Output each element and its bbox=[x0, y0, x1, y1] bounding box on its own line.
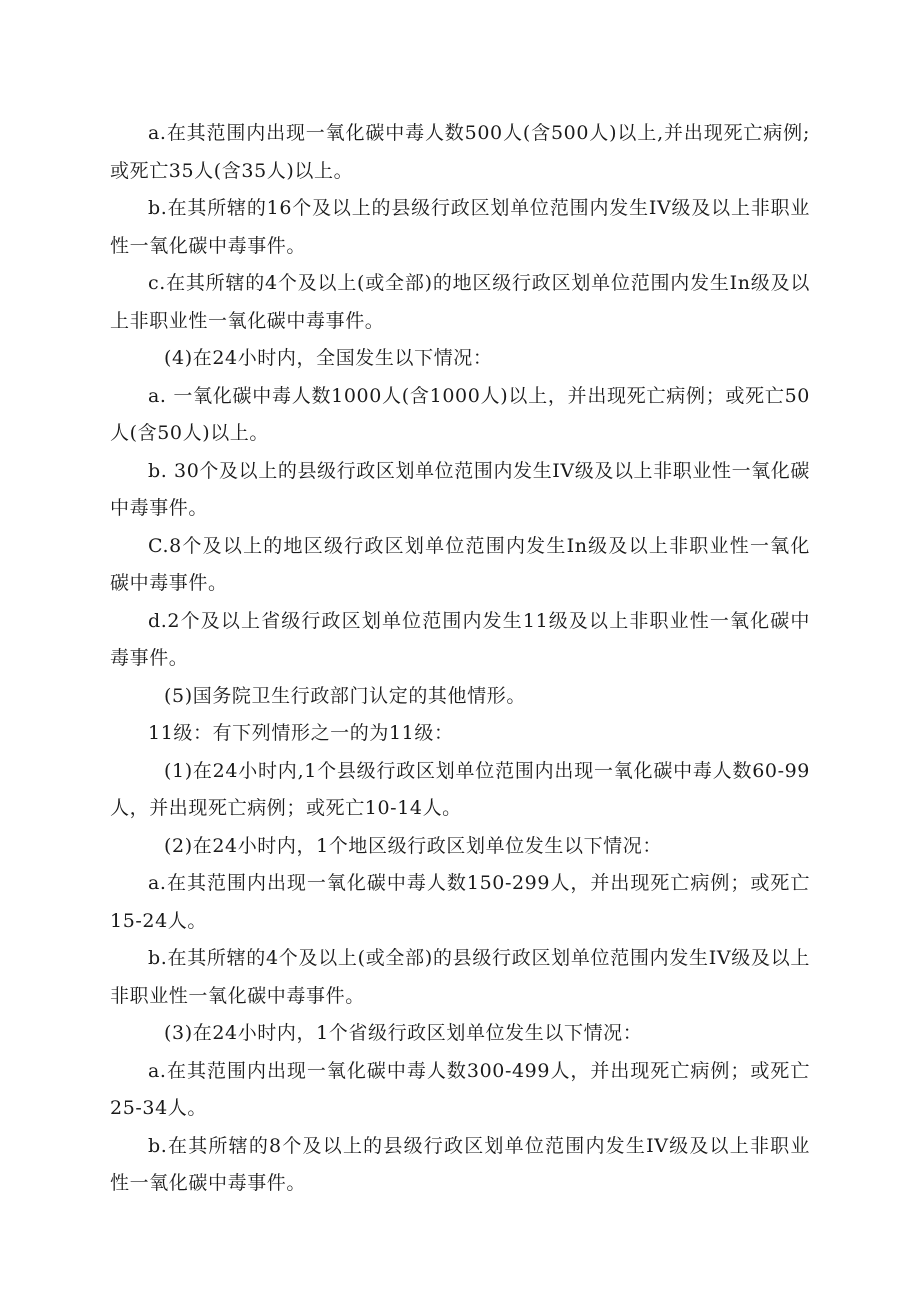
paragraph-province-c: c.在其所辖的4个及以上(或全部)的地区级行政区划单位范围内发生In级及以上非职业性一氧化碳中毒事件。 bbox=[110, 272, 810, 332]
paragraph-prefecture-heading: (2)在24小时内，1个地区级行政区划单位发生以下情况： bbox=[164, 834, 662, 857]
paragraph-other-situations: (5)国务院卫生行政部门认定的其他情形。 bbox=[164, 684, 526, 707]
paragraph-prefecture-b: b.在其所辖的4个及以上(或全部)的县级行政区划单位范围内发生IV级及以上非职业性一氧化碳中毒事件。 bbox=[110, 947, 810, 1007]
paragraph-county-1: (1)在24小时内,1个县级行政区划单位范围内出现一氧化碳中毒人数60-99人，并出现死亡病例；或死亡10-14人。 bbox=[110, 759, 810, 819]
paragraph-national-a: a. 一氧化碳中毒人数1000人(含1000人)以上，并出现死亡病例；或死亡50人(含50人)以上。 bbox=[110, 384, 810, 444]
paragraph-national-heading: (4)在24小时内，全国发生以下情况： bbox=[164, 347, 493, 369]
paragraph-province-a: a.在其范围内出现一氧化碳中毒人数500人(含500人)以上,并出现死亡病例;或死亡35人(含35人)以上。 bbox=[110, 122, 810, 182]
paragraph-province-b: b.在其所辖的16个及以上的县级行政区划单位范围内发生IV级及以上非职业性一氧化碳中毒事件。 bbox=[110, 197, 810, 257]
paragraph-prefecture-a: a.在其范围内出现一氧化碳中毒人数150-299人，并出现死亡病例；或死亡15-24人。 bbox=[110, 872, 810, 932]
paragraph-national-b: b. 30个及以上的县级行政区划单位范围内发生IV级及以上非职业性一氧化碳中毒事件。 bbox=[110, 459, 810, 519]
paragraph-province-level-b: b.在其所辖的8个及以上的县级行政区划单位范围内发生IV级及以上非职业性一氧化碳中毒事件。 bbox=[110, 1134, 810, 1194]
paragraph-national-d: d.2个及以上省级行政区划单位范围内发生11级及以上非职业性一氧化碳中毒事件。 bbox=[110, 609, 810, 669]
paragraph-province-heading: (3)在24小时内，1个省级行政区划单位发生以下情况： bbox=[164, 1022, 643, 1044]
paragraph-national-c: C.8个及以上的地区级行政区划单位范围内发生In级及以上非职业性一氧化碳中毒事件。 bbox=[110, 534, 810, 594]
document-body bbox=[110, 115, 810, 1203]
paragraph-level-heading: 11级：有下列情形之一的为11级： bbox=[148, 722, 454, 744]
paragraph-province-level-a: a.在其范围内出现一氧化碳中毒人数300-499人，并出现死亡病例；或死亡25-34人。 bbox=[110, 1059, 810, 1119]
